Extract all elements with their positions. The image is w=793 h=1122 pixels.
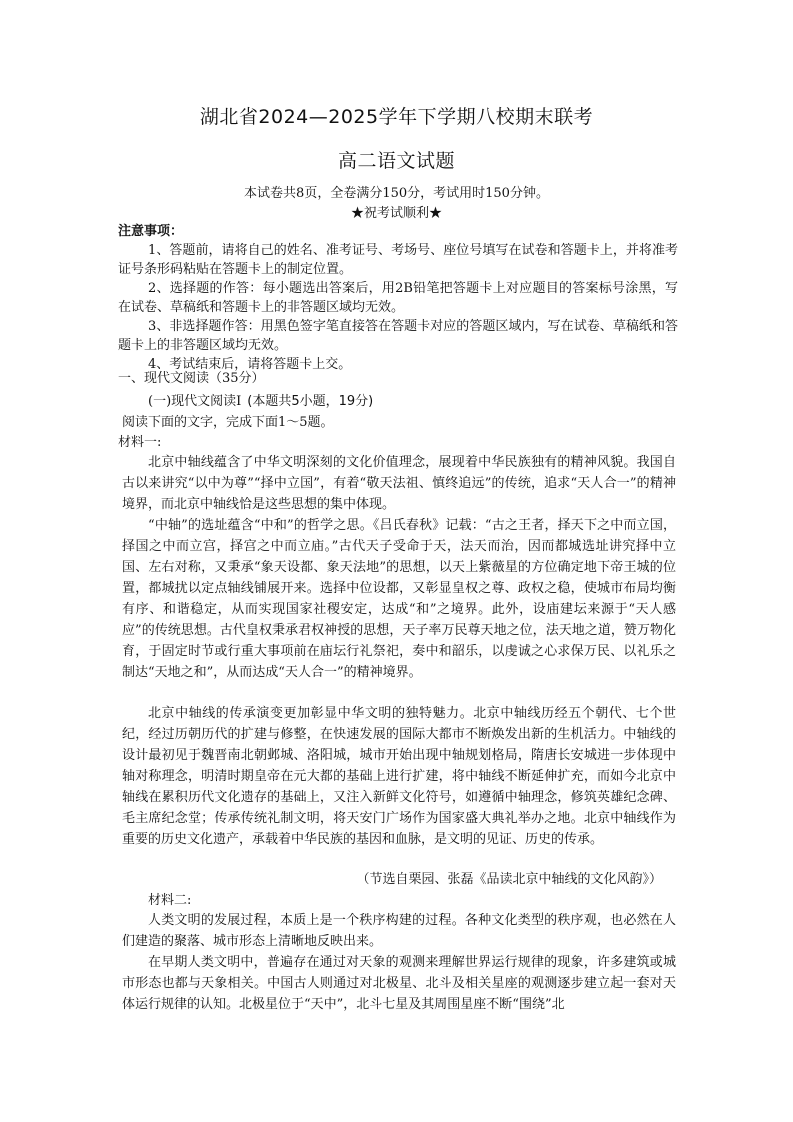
material1-paragraph: 北京中轴线的传承演变更加彰显中华文明的独特魅力。北京中轴线历经五个朝代、七个世纪，经过历朝历代的扩建与修整，在快速发展的国际大都市不断焕发出新的生机活力。中轴线的设计最初见于魏晋南北朝邺城、洛阳城，城市开始出现中轴规划格局，隋唐长安城进一步体现中轴对称理念，明清时期皇帝在元大都的基础上进行扩建，将中轴线不断延伸扩充，而如今北京中轴线在累积历代文化遗存的基础上，又注入新鲜文化符号，如遵循中轴理念，修筑英雄纪念碑、毛主席纪念堂；传承传统礼制文明，将天安门广场作为国家盛大典礼举办之地。北京中轴线作为重要的历史文化遗产，承载着中华民族的基因和血脉，是文明的见证、历史的传承。 (122, 706, 676, 847)
section-heading: 一、现代文阅读（35分） (118, 371, 265, 386)
material1-source: （节选自栗园、张磊《品读北京中轴线的文化风韵》） (356, 872, 662, 887)
section-subheading (148, 392, 373, 411)
material1-label: 材料一: (118, 435, 162, 450)
material2-label: 材料二: (148, 893, 192, 908)
subheading-score: (本题共5小题，19分) (247, 394, 374, 409)
material2-paragraph: 人类文明的发展过程，本质上是一个秩序构建的过程。各种文化类型的秩序观，也必然在人们建造的聚落、城市形态上清晰地反映出来。 (122, 913, 676, 949)
exam-info: 本试卷共8页，全卷满分150分，考试用时150分钟。 (244, 186, 549, 201)
notice-item-3: 3、非选择题作答：用黑色签字笔直接答在答题卡对应的答题区域内，写在试卷、草稿纸和答题卡上的非答题区域均无效。 (118, 319, 678, 353)
exam-wish: ★祝考试顺利★ (350, 206, 442, 221)
notice-item-2: 2、选择题的作答：每小题选出答案后，用2B铅笔把答题卡上对应题目的答案标号涂黑，写在试卷、草稿纸和答题卡上的非答题区域均无效。 (118, 281, 678, 315)
notice-item-4: 4、考试结束后，请将答题卡上交。 (148, 357, 352, 372)
material1-paragraph: 北京中轴线蕴含了中华文明深刻的文化价值理念，展现着中华民族独有的精神风貌。我国自古以来讲究“以中为尊”“择中立国”，有着“敬天法祖、慎终追远”的传统，追求“天人合一”的精神境界，而北京中轴线恰是这些思想的集中体现。 (122, 455, 676, 512)
material1-paragraph: “中轴”的选址蕴含“中和”的哲学之思。《吕氏春秋》记载：“古之王者，择天下之中而立国，择国之中而立宫，择宫之中而立庙。”古代天子受命于天，法天而治，因而都城选址讲究择中立国、左右对称，又秉承“象天设都、象天法地”的思想，以天上紫薇星的方位确定地下帝王城的位置，都城扰以定点轴线铺展开来。选择中位设都，又彰显皇权之尊、政权之稳，使城市布局均衡有序、和谐稳定，从而实现国家社稷安定，达成“和”之境界。此外，设庙建坛来源于“天人感应”的传统思想。古代皇权秉承君权神授的思想，天子率万民尊天地之位，法天地之道，赞万物化育，于固定时节或行重大事项前在庙坛行礼祭祀，奏中和韶乐，以虔诚之心求保万民、以礼乐之制达“天地之和”，从而达成“天人合一”的精神境界。 (122, 518, 676, 680)
reading-instruction: 阅读下面的文字，完成下面1～5题。 (122, 415, 334, 430)
notice-item-1: 1、答题前，请将自己的姓名、准考证号、考场号、座位号填写在试卷和答题卡上，并将准考证号条形码粘贴在答题卡上的制定位置。 (118, 243, 678, 277)
material2-paragraph: 在早期人类文明中，普遍存在通过对天象的观测来理解世界运行规律的现象，许多建筑或城市形态也都与天象相关。中国古人则通过对北极星、北斗及相关星座的观测逐步建立起一套对天体运行规律的认知。北极星位于“天中”，北斗七星及其周围星座不断“围绕”北 (122, 955, 676, 1012)
notice-heading: 注意事项： (118, 224, 184, 239)
exam-subtitle: 高二语文试题 (337, 150, 455, 172)
exam-title: 湖北省2024—2025学年下学期八校期末联考 (199, 106, 594, 128)
subheading-label: (一)现代文阅读Ⅰ (148, 394, 242, 409)
